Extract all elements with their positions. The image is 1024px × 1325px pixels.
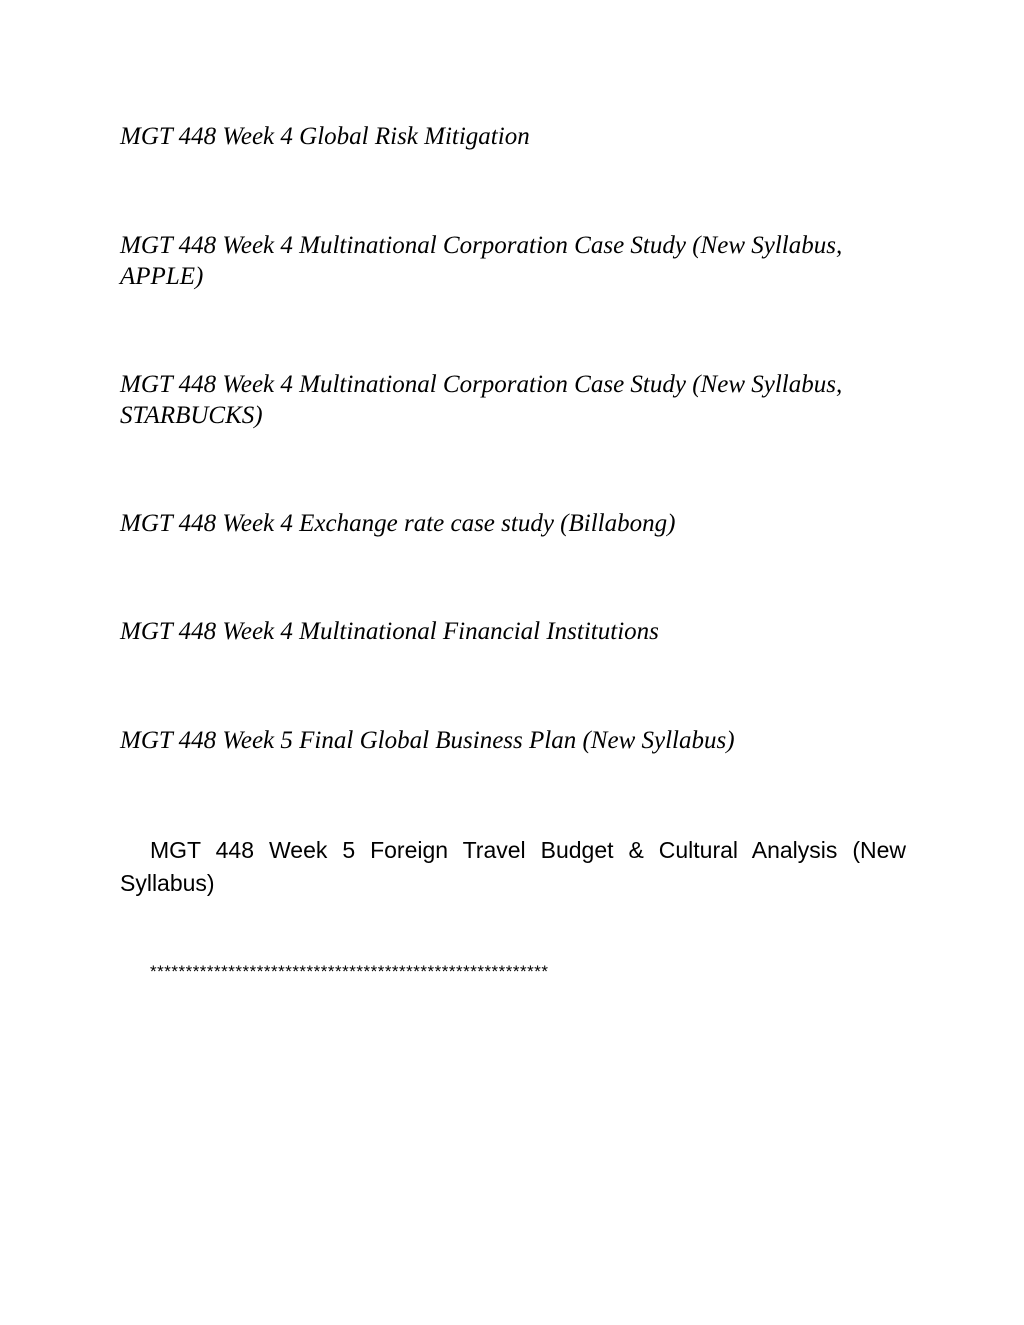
course-item-final-business-plan: MGT 448 Week 5 Final Global Business Plan (New Syllabus) [120,727,735,754]
course-item-case-study-apple: MGT 448 Week 4 Multinational Corporation Case Study (New Syllabus, APPLE) [120,232,843,290]
course-item-case-study-starbucks: MGT 448 Week 4 Multinational Corporation Case Study (New Syllabus, STARBUCKS) [120,371,843,429]
course-item-travel-budget: MGT 448 Week 5 Foreign Travel Budget & Cultural Analysis (New Syllabus) [120,837,906,896]
asterisk-divider: ******************************************************** [150,962,549,981]
course-item-exchange-rate-case-study: MGT 448 Week 4 Exchange rate case study (Billabong) [120,510,676,537]
course-item-financial-institutions: MGT 448 Week 4 Multinational Financial Institutions [120,618,659,645]
course-item-global-risk-mitigation: MGT 448 Week 4 Global Risk Mitigation [120,123,530,150]
